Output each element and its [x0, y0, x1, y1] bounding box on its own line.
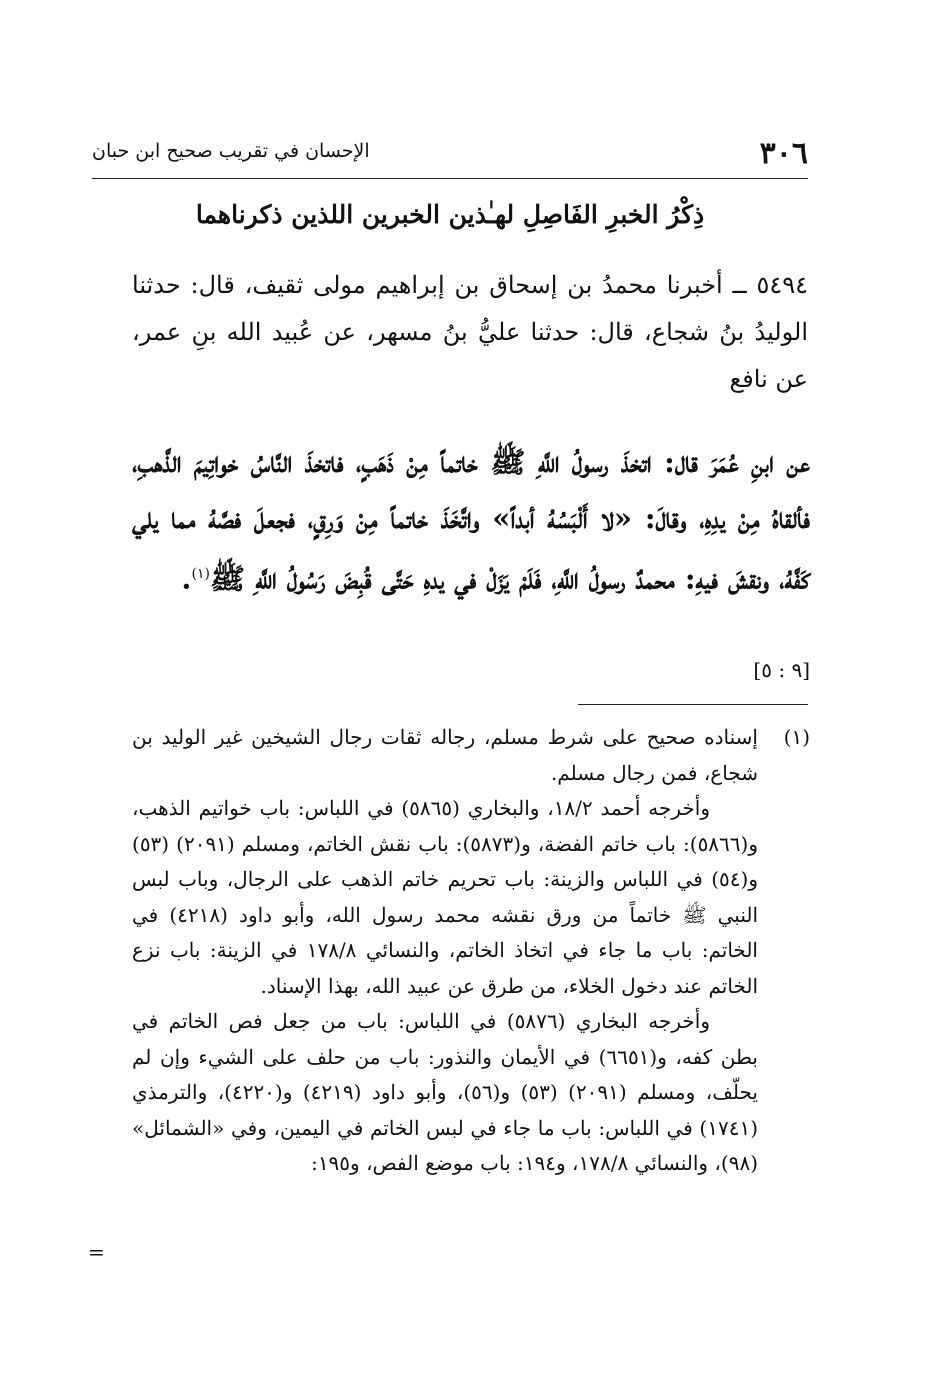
- header-rule: [92, 178, 808, 179]
- footnote-paragraph: وأخرجه أحمد ١٨/٢، والبخاري (٥٨٦٥) في اللباس: باب خواتيم الذهب، و(٥٨٦٦): باب خاتم الفضة، و(٥٨٧٣): باب نقش الخاتم، ومسلم (٢٠٩١) (٥٣) و(٥٤) في اللباس والزينة: باب تحريم خاتم الذهب على الرجال، وباب لبس النبي ﷺ خاتماً من ورق نقشه محمد رسول الله، وأبو داود (٤٢١٨) في الخاتم: باب ما جاء في اتخاذ الخاتم، والنسائي ١٧٨/٨ في الزينة: باب نزع الخاتم عند دخول الخلاء، من طرق عن عبيد الله، بهذا الإسناد.: [132, 796, 758, 998]
- footnotes: [132, 720, 810, 1182]
- footnote-body: [132, 720, 758, 1182]
- page-header: [92, 136, 808, 172]
- page-number: ٣٠٦: [759, 136, 808, 171]
- footnote-ref: (١): [191, 566, 210, 582]
- footnote-rule: [578, 704, 808, 705]
- section-title: ذِكْرُ الخبرِ الفَاصِلِ لهـٰذين الخبرين اللذين ذكرناهما: [195, 200, 705, 229]
- footnote-paragraph: وأخرجه البخاري (٥٨٧٦) في اللباس: باب من جعل فص الخاتم في بطن كفه، و(٦٦٥١) في الأيمان والنذور: باب من حلف على الشيء وإن لم يحلّف، ومسلم (٢٠٩١) (٥٣) و(٥٦)، وأبو داود (٤٢١٩) و(٤٢٢٠)، والترمذي (١٧٤١) في اللباس: باب ما جاء في لبس الخاتم في اليمين، وفي «الشمائل» (٩٨)، والنسائي ١٧٨/٨، و١٩٤: باب موضع الفص، و١٩٥:: [132, 1009, 758, 1175]
- hadith-isnad: ٥٤٩٤ ــ أخبرنا محمدُ بن إسحاق بن إبراهيم مولى ثقيف، قال: حدثنا الوليدُ بنُ شجاع، قال: حدثنا عليُّ بنُ مسهر، عن عُبيد الله بنِ عمر، عن نافع: [132, 271, 808, 393]
- hadith-matn: [132, 434, 810, 607]
- running-title: الإحسان في تقريب صحيح ابن حبان: [92, 140, 370, 162]
- footnote-paragraph: إسناده صحيح على شرط مسلم، رجاله ثقات رجال الشيخين غير الوليد بن شجاع، فمن رجال مسلم.: [132, 725, 758, 785]
- hadith-reference: [٩ : ٥]: [753, 658, 810, 682]
- footnote-number: (١): [783, 725, 810, 749]
- matn-end: .: [181, 561, 192, 596]
- continuation-mark: =: [88, 1240, 105, 1264]
- matn-text: عن ابنِ عُمَرَ قال: اتخذَ رسولُ اللَّهِ ﷺ خاتماً مِنْ ذَهَبٍ، فاتخذَ النَّاسُ خواتِيمَ الذَّهبِ، فألقاهُ مِنْ يدِهِ، وقالَ: «لا أَلْبَسُهُ أبداً» واتَّخَذَ خاتماً مِنْ وَرِقٍ، فجعلَ فصَّهُ مما يلي كَفَّهُ، ونقشَ فيهِ: محمدٌ رسولُ اللَّهِ، فَلَمْ يَزَلْ في يدهِ حَتَّى قُبِضَ رَسُولُ اللَّهِ ﷺ: [132, 445, 810, 596]
